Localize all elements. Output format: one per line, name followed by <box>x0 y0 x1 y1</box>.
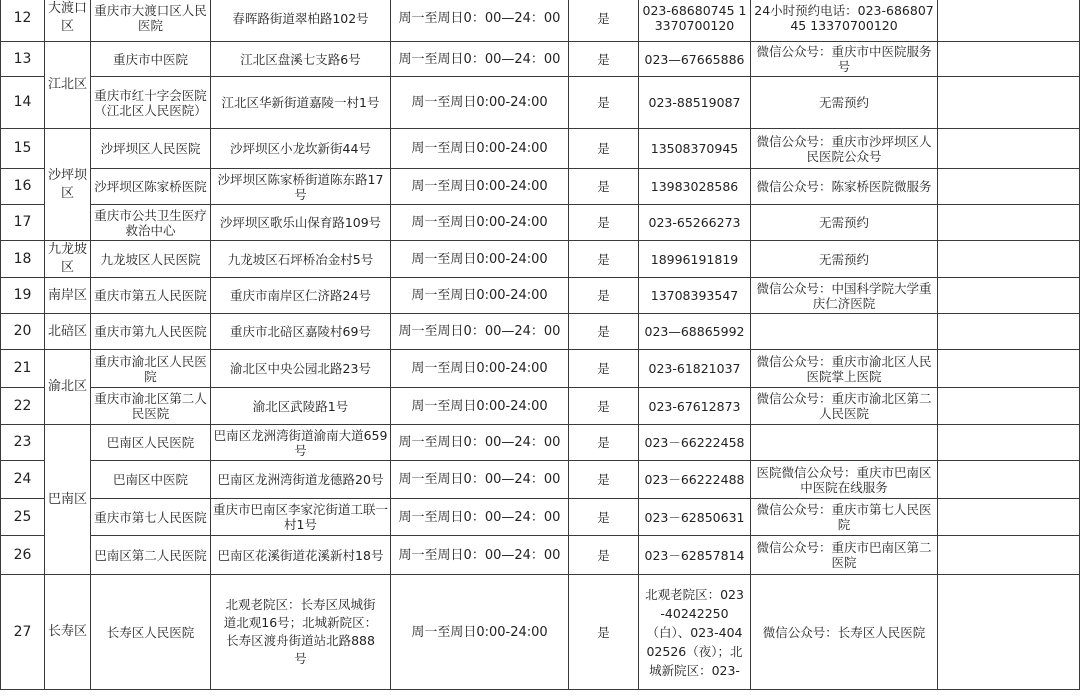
open-cell: 是 <box>569 499 639 536</box>
row-number: 20 <box>1 314 45 350</box>
district-cell: 渝北区 <box>45 350 91 425</box>
table-row <box>1 0 1080 42</box>
table-row <box>1 241 1080 278</box>
phone-cell: 023－62857814 <box>639 536 751 575</box>
table-row <box>1 388 1080 425</box>
row-number: 17 <box>1 205 45 241</box>
table-row <box>1 575 1080 690</box>
row-number: 12 <box>1 0 45 42</box>
hours-cell: 周一至周日0:00-24:00 <box>391 241 569 278</box>
booking-cell: 微信公众号：重庆市渝北区人民医院掌上医院 <box>751 350 938 388</box>
table-row <box>1 129 1080 169</box>
district-cell: 巴南区 <box>45 425 91 575</box>
hospital-cell: 长寿区人民医院 <box>91 575 211 690</box>
address-cell: 重庆市北碚区嘉陵村69号 <box>211 314 391 350</box>
open-cell: 是 <box>569 42 639 77</box>
open-cell: 是 <box>569 350 639 388</box>
district-cell: 沙坪坝区 <box>45 129 91 241</box>
blank-cell <box>938 278 1080 314</box>
table-row <box>1 499 1080 536</box>
hours-cell: 周一至周日0:00-24:00 <box>391 129 569 169</box>
hours-cell: 周一至周日0:00-24:00 <box>391 350 569 388</box>
phone-cell: 北观老院区：023-40242250（白）、023-40402526（夜）；北城新院区：023- <box>639 575 751 690</box>
district-cell: 九龙坡区 <box>45 241 91 278</box>
hours-cell: 周一至周日0：00—24：00 <box>391 425 569 461</box>
row-number: 22 <box>1 388 45 425</box>
hospital-cell: 巴南区人民医院 <box>91 425 211 461</box>
booking-cell: 医院微信公众号：重庆市巴南区中医院在线服务 <box>751 461 938 499</box>
hospital-cell: 重庆市第七人民医院 <box>91 499 211 536</box>
row-number: 24 <box>1 461 45 499</box>
hospital-cell: 重庆市大渡口区人民医院 <box>91 0 211 42</box>
booking-cell: 微信公众号：重庆市沙坪坝区人民医院公众号 <box>751 129 938 169</box>
hospital-cell: 重庆市第五人民医院 <box>91 278 211 314</box>
hospital-cell: 巴南区中医院 <box>91 461 211 499</box>
hospital-cell: 沙坪坝区人民医院 <box>91 129 211 169</box>
booking-cell: 微信公众号：重庆市中医院服务号 <box>751 42 938 77</box>
table-row <box>1 77 1080 129</box>
address-cell: 巴南区花溪街道花溪新村18号 <box>211 536 391 575</box>
phone-cell: 023—67665886 <box>639 42 751 77</box>
blank-cell <box>938 241 1080 278</box>
open-cell: 是 <box>569 575 639 690</box>
booking-cell: 无需预约 <box>751 241 938 278</box>
address-cell: 巴南区龙洲湾街道龙德路20号 <box>211 461 391 499</box>
hospital-cell: 重庆市渝北区人民医院 <box>91 350 211 388</box>
blank-cell <box>938 350 1080 388</box>
blank-cell <box>938 205 1080 241</box>
booking-cell: 无需预约 <box>751 77 938 129</box>
address-cell: 巴南区龙洲湾街道渝南大道659号 <box>211 425 391 461</box>
open-cell: 是 <box>569 536 639 575</box>
table-row <box>1 42 1080 77</box>
row-number: 13 <box>1 42 45 77</box>
open-cell: 是 <box>569 461 639 499</box>
address-cell: 北观老院区：长寿区凤城街道北观16号；北城新院区：长寿区渡舟街道站北路888号 <box>211 575 391 690</box>
district-cell: 大渡口区 <box>45 0 91 42</box>
open-cell: 是 <box>569 129 639 169</box>
blank-cell <box>938 77 1080 129</box>
table-row <box>1 278 1080 314</box>
row-number: 16 <box>1 169 45 205</box>
table-row <box>1 169 1080 205</box>
address-cell: 渝北区武陵路1号 <box>211 388 391 425</box>
hours-cell: 周一至周日0:00-24:00 <box>391 205 569 241</box>
phone-cell: 023-67612873 <box>639 388 751 425</box>
blank-cell <box>938 536 1080 575</box>
address-cell: 沙坪坝区小龙坎新街44号 <box>211 129 391 169</box>
booking-cell: 微信公众号：陈家桥医院微服务 <box>751 169 938 205</box>
table-row <box>1 461 1080 499</box>
phone-cell: 023－62850631 <box>639 499 751 536</box>
open-cell: 是 <box>569 314 639 350</box>
open-cell: 是 <box>569 169 639 205</box>
phone-cell: 023-68680745 13370700120 <box>639 0 751 42</box>
phone-cell: 13508370945 <box>639 129 751 169</box>
blank-cell <box>938 388 1080 425</box>
address-cell: 渝北区中央公园北路23号 <box>211 350 391 388</box>
table-row <box>1 205 1080 241</box>
phone-cell: 13983028586 <box>639 169 751 205</box>
hours-cell: 周一至周日0：00—24：00 <box>391 42 569 77</box>
booking-cell <box>751 425 938 461</box>
booking-cell: 微信公众号：重庆市巴南区第二医院 <box>751 536 938 575</box>
open-cell: 是 <box>569 0 639 42</box>
hospital-cell: 巴南区第二人民医院 <box>91 536 211 575</box>
hours-cell: 周一至周日0：00—24：00 <box>391 314 569 350</box>
blank-cell <box>938 499 1080 536</box>
blank-cell <box>938 0 1080 42</box>
blank-cell <box>938 314 1080 350</box>
row-number: 19 <box>1 278 45 314</box>
hospital-cell: 重庆市渝北区第二人民医院 <box>91 388 211 425</box>
booking-cell: 无需预约 <box>751 205 938 241</box>
row-number: 23 <box>1 425 45 461</box>
district-cell: 南岸区 <box>45 278 91 314</box>
open-cell: 是 <box>569 388 639 425</box>
booking-cell: 微信公众号：中国科学院大学重庆仁济医院 <box>751 278 938 314</box>
row-number: 25 <box>1 499 45 536</box>
row-number: 15 <box>1 129 45 169</box>
address-cell: 江北区华新街道嘉陵一村1号 <box>211 77 391 129</box>
phone-cell: 023—68865992 <box>639 314 751 350</box>
phone-cell: 023-88519087 <box>639 77 751 129</box>
hours-cell: 周一至周日0:00-24:00 <box>391 388 569 425</box>
hours-cell: 周一至周日0:00-24:00 <box>391 77 569 129</box>
row-number: 27 <box>1 575 45 690</box>
hours-cell: 周一至周日0:00-24:00 <box>391 169 569 205</box>
blank-cell <box>938 129 1080 169</box>
address-cell: 重庆市巴南区李家沱街道工联一村1号 <box>211 499 391 536</box>
blank-cell <box>938 575 1080 690</box>
booking-cell: 微信公众号：重庆市第七人民医院 <box>751 499 938 536</box>
hospital-cell: 沙坪坝区陈家桥医院 <box>91 169 211 205</box>
address-cell: 沙坪坝区陈家桥街道陈东路17号 <box>211 169 391 205</box>
open-cell: 是 <box>569 77 639 129</box>
hospital-cell: 九龙坡区人民医院 <box>91 241 211 278</box>
table-row <box>1 536 1080 575</box>
table-row <box>1 425 1080 461</box>
blank-cell <box>938 42 1080 77</box>
booking-cell: 24小时预约电话：023-68680745 13370700120 <box>751 0 938 42</box>
hospital-cell: 重庆市中医院 <box>91 42 211 77</box>
phone-cell: 023－66222458 <box>639 425 751 461</box>
phone-cell: 18996191819 <box>639 241 751 278</box>
booking-cell: 微信公众号：长寿区人民医院 <box>751 575 938 690</box>
phone-cell: 023-61821037 <box>639 350 751 388</box>
address-cell: 沙坪坝区歌乐山保育路109号 <box>211 205 391 241</box>
open-cell: 是 <box>569 241 639 278</box>
district-cell: 长寿区 <box>45 575 91 690</box>
hours-cell: 周一至周日0:00-24:00 <box>391 278 569 314</box>
phone-cell: 13708393547 <box>639 278 751 314</box>
open-cell: 是 <box>569 205 639 241</box>
hospital-cell: 重庆市红十字会医院（江北区人民医院） <box>91 77 211 129</box>
hours-cell: 周一至周日0：00—24：00 <box>391 461 569 499</box>
row-number: 18 <box>1 241 45 278</box>
district-cell: 北碚区 <box>45 314 91 350</box>
row-number: 26 <box>1 536 45 575</box>
address-cell: 江北区盘溪七支路6号 <box>211 42 391 77</box>
address-cell: 重庆市南岸区仁济路24号 <box>211 278 391 314</box>
phone-cell: 023-65266273 <box>639 205 751 241</box>
hospital-cell: 重庆市公共卫生医疗救治中心 <box>91 205 211 241</box>
hours-cell: 周一至周日0：00—24：00 <box>391 536 569 575</box>
phone-cell: 023－66222488 <box>639 461 751 499</box>
open-cell: 是 <box>569 278 639 314</box>
address-cell: 春晖路街道翠柏路102号 <box>211 0 391 42</box>
table-row <box>1 314 1080 350</box>
row-number: 14 <box>1 77 45 129</box>
district-cell: 江北区 <box>45 42 91 129</box>
row-number: 21 <box>1 350 45 388</box>
blank-cell <box>938 461 1080 499</box>
blank-cell <box>938 425 1080 461</box>
booking-cell: 微信公众号：重庆市渝北区第二人民医院 <box>751 388 938 425</box>
hours-cell: 周一至周日0：00—24：00 <box>391 0 569 42</box>
hospital-cell: 重庆市第九人民医院 <box>91 314 211 350</box>
table-row <box>1 350 1080 388</box>
hours-cell: 周一至周日0:00-24:00 <box>391 575 569 690</box>
booking-cell <box>751 314 938 350</box>
address-cell: 九龙坡区石坪桥冶金村5号 <box>211 241 391 278</box>
open-cell: 是 <box>569 425 639 461</box>
blank-cell <box>938 169 1080 205</box>
hours-cell: 周一至周日0：00—24：00 <box>391 499 569 536</box>
